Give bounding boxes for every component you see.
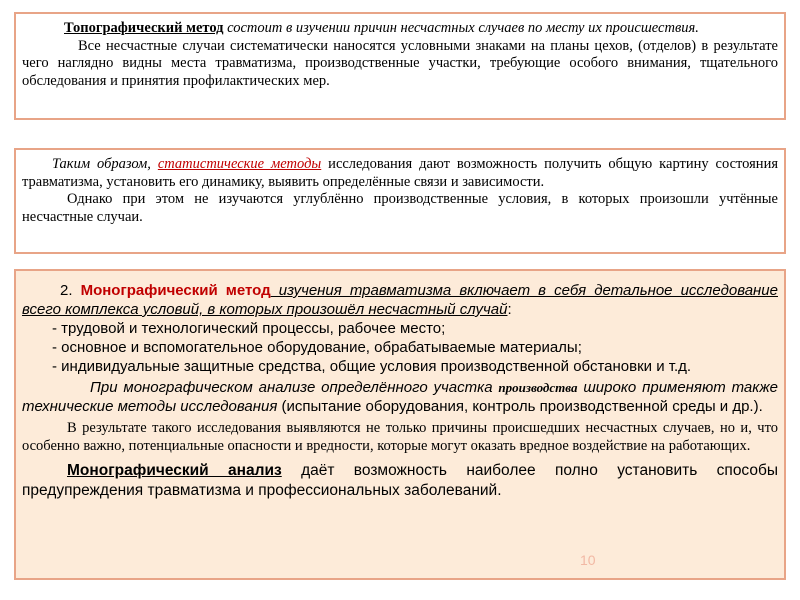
- statistical-intro: Таким образом,: [52, 156, 158, 172]
- monographic-conclusion-text: даёт возможность наиболее полно установить способы предупреждения травматизма и профессиональных заболеваний.: [22, 462, 778, 499]
- list-item: - индивидуальные защитные средства, общие условия производственной обстановки и т.д.: [52, 358, 692, 375]
- topographic-term: Топографический метод: [64, 20, 224, 36]
- monographic-results-paragraph: В результате такого исследования выявляются не только причины происшедших несчастных случаев, но и, что особенно важно, потенциальные опасности и вредности, которые могут оказать вредное воздействие на работающих.: [22, 420, 778, 454]
- monographic-title: [22, 281, 778, 319]
- list-item: - трудовой и технологический процессы, рабочее место;: [52, 320, 446, 337]
- monographic-analysis-paragraph: [22, 378, 778, 416]
- topographic-method-box: [14, 12, 786, 120]
- monographic-term: Монографический метод: [80, 282, 271, 299]
- topographic-definition: [22, 20, 778, 38]
- statistical-summary-text: исследования дают возможность получить общую картину состояния травматизма, установить его динамику, выявить определённые связи и зависимости.: [22, 156, 778, 190]
- statistical-summary: [22, 156, 778, 191]
- statistical-methods-term: статистические методы: [157, 156, 322, 172]
- topographic-definition-text: состоит в изучении причин несчастных случаев по месту их происшествия.: [223, 20, 699, 36]
- monographic-analysis-small: производства: [498, 380, 578, 395]
- topographic-description: Все несчастные случаи систематически наносятся условными знаками на планы цехов, (отделов) в результате чего наглядно видны места травматизма, производственные участки, требующие особого внимания, тщательного обследования и принятия профилактических мер.: [22, 37, 778, 89]
- monographic-analysis-text-a: При монографическом анализе определённого участка: [90, 379, 499, 396]
- monographic-conclusion: [22, 461, 778, 501]
- monographic-analysis-term: Монографический анализ: [67, 462, 282, 479]
- statistical-methods-box: [14, 148, 786, 254]
- monographic-analysis-text-b: широко применяют также технические методы исследования: [22, 379, 778, 415]
- list-item: - основное и вспомогательное оборудование, обрабатываемые материалы;: [52, 339, 582, 356]
- monographic-colon: :: [507, 301, 512, 318]
- statistical-limitation: Однако при этом не изучаются углублённо производственные условия, в которых произошли учтённые несчастные случаи.: [22, 191, 778, 225]
- monographic-method-box: [14, 269, 786, 580]
- slide-number: 10: [580, 552, 596, 568]
- monographic-number: 2.: [60, 282, 81, 299]
- monographic-definition: изучения травматизма включает в себя детальное исследование всего комплекса условий, в которых произошёл несчастный случай: [22, 282, 778, 318]
- monographic-analysis-text-c: (испытание оборудования, контроль производственной среды и др.).: [277, 398, 763, 415]
